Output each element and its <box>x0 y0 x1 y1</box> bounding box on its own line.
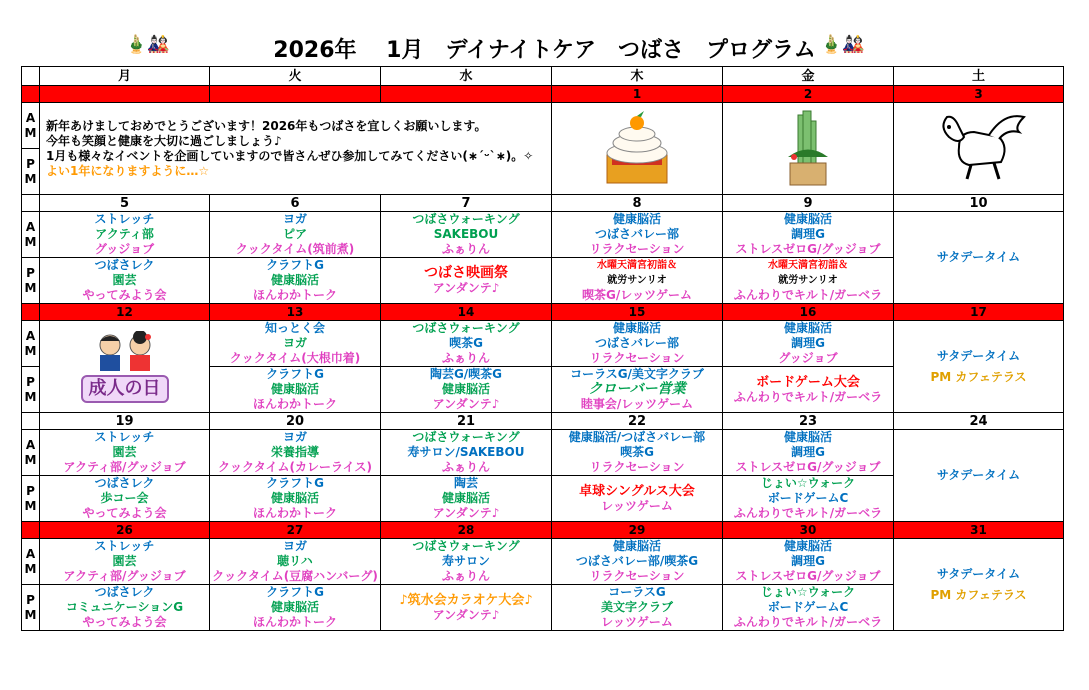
date-cell: 24 <box>894 413 1064 430</box>
pm-row: P M クラフトG 健康脳活 ほんわかトーク 陶芸G/喫茶G 健康脳活 アンダンテ♪ コーラスG/美文字クラブ クローバー営業 睦事会/レッツゲーム ボードゲーム大会 ふんわりでキルト/ガーベラ <box>22 367 1064 413</box>
saturday-program: サタデータイム PM カフェテラス <box>894 539 1064 631</box>
coming-of-age-day-cell <box>40 321 210 413</box>
program-cell: つばさレク 園芸 やってみよう会 <box>40 258 210 304</box>
date-cell: 8 <box>552 195 723 212</box>
table-tennis-event-label: 卓球シングルス大会 <box>579 483 695 499</box>
coming-of-age-people-icon <box>80 331 170 371</box>
program-cell: ヨガ 聴リハ クックタイム(豆腐ハンバーグ) <box>210 539 381 585</box>
date-cell: 14 <box>381 304 552 321</box>
date-cell: 29 <box>552 522 723 539</box>
program-cell: クラフトG 健康脳活 ほんわかトーク <box>210 258 381 304</box>
program-cell: 卓球シングルス大会 レッツゲーム <box>552 476 723 522</box>
saturday-program: サタデータイム <box>894 212 1064 304</box>
program-cell: 健康脳活 つばさバレー部 リラクセーション <box>552 321 723 367</box>
date-cell: 30 <box>723 522 894 539</box>
program-cell: 健康脳活 調理G ストレスゼロG/グッジョブ <box>723 430 894 476</box>
weekday-sat: 土 <box>894 67 1064 86</box>
am-row: A M ストレッチ 園芸 アクティ部/グッジョブ ヨガ 栄養指導 クックタイム(カレーライス) つばさウォーキング 寿サロン/SAKEBOU ふぁりん 健康脳活/つばさバレー部 喫茶G リラクセーション 健康脳活 調理G ストレスゼロG/グッジョブ サタデータイム <box>22 430 1064 476</box>
date-cell: 22 <box>552 413 723 430</box>
weekday-header-row <box>22 67 1064 86</box>
date-cell: 5 <box>40 195 210 212</box>
program-cell: ボードゲーム大会 ふんわりでキルト/ガーベラ <box>723 367 894 413</box>
program-cell: 健康脳活 つばさバレー部 リラクセーション <box>552 212 723 258</box>
program-cell: クラフトG 健康脳活 ほんわかトーク <box>210 585 381 631</box>
program-cell: つばさウォーキング 喫茶G ふぁりん <box>381 321 552 367</box>
date-cell: 1 <box>552 86 723 103</box>
am-row: A M ストレッチ 園芸 アクティ部/グッジョブ ヨガ 聴リハ クックタイム(豆腐ハンバーグ) つばさウォーキング 寿サロン ふぁりん 健康脳活 つばさバレー部/喫茶G リラクセーション 健康脳活 調理G ストレスゼロG/グッジョブ サタデータイム PM カフェテラス <box>22 539 1064 585</box>
program-cell: クラフトG 健康脳活 ほんわかトーク <box>210 476 381 522</box>
program-cell: つばさウォーキング SAKEBOU ふぁりん <box>381 212 552 258</box>
date-cell <box>210 86 381 103</box>
program-cell: つばさウォーキング 寿サロン/SAKEBOU ふぁりん <box>381 430 552 476</box>
pegasus-icon <box>929 107 1029 187</box>
date-row <box>22 86 1064 103</box>
date-row <box>22 304 1064 321</box>
program-cell: ♪筑水会カラオケ大会♪ アンダンテ♪ <box>381 585 552 631</box>
program-cell: 知っとく会 ヨガ クックタイム(大根巾着) <box>210 321 381 367</box>
program-cell: ヨガ 栄養指導 クックタイム(カレーライス) <box>210 430 381 476</box>
date-cell: 6 <box>210 195 381 212</box>
movie-festival-label: つばさ映画祭 <box>424 264 508 281</box>
program-cell: コーラスG 美文字クラブ レッツゲーム <box>552 585 723 631</box>
program-cell: 水曜天満宮初詣＆ 就労サンリオ ふんわりでキルト/ガーベラ <box>723 258 894 304</box>
date-row <box>22 522 1064 539</box>
program-cell: つばさ映画祭 アンダンテ♪ <box>381 258 552 304</box>
program-cell: 健康脳活 調理G ストレスゼロG/グッジョブ <box>723 212 894 258</box>
date-cell: 15 <box>552 304 723 321</box>
new-year-decoration-icon: 🎍🎎 <box>820 34 865 55</box>
date-cell: 7 <box>381 195 552 212</box>
date-cell: 19 <box>40 413 210 430</box>
program-cell: コーラスG/美文字クラブ クローバー営業 睦事会/レッツゲーム <box>552 367 723 413</box>
program-cell: 健康脳活 調理G グッジョブ <box>723 321 894 367</box>
date-cell: 3 <box>894 86 1064 103</box>
pm-row: P M つばさレク 園芸 やってみよう会 クラフトG 健康脳活 ほんわかトーク つばさ映画祭 アンダンテ♪ 水曜天満宮初詣＆ 就労サンリオ 喫茶G/レッツゲーム 水曜天満宮初詣＆ 就労サンリオ ふんわりでキルト/ガーベラ <box>22 258 1064 304</box>
program-cell: 陶芸 健康脳活 アンダンテ♪ <box>381 476 552 522</box>
saturday-program: サタデータイム <box>894 430 1064 522</box>
program-cell: つばさレク 歩コー会 やってみよう会 <box>40 476 210 522</box>
weekday-mon: 月 <box>40 67 210 86</box>
date-cell: 10 <box>894 195 1064 212</box>
pegasus-image <box>894 103 1064 195</box>
date-cell: 16 <box>723 304 894 321</box>
am-row <box>22 103 1064 149</box>
date-cell: 13 <box>210 304 381 321</box>
program-cell: ストレッチ 園芸 アクティ部/グッジョブ <box>40 539 210 585</box>
coming-of-age-day-label: 成人の日 <box>81 375 169 403</box>
program-cell: 健康脳活/つばさバレー部 喫茶G リラクセーション <box>552 430 723 476</box>
pm-row: P M つばさレク 歩コー会 やってみよう会 クラフトG 健康脳活 ほんわかトーク 陶芸 健康脳活 アンダンテ♪ 卓球シングルス大会 レッツゲーム じょい☆ウォーク ボードゲームC ふんわりでキルト/ガーベラ <box>22 476 1064 522</box>
program-cell: ストレッチ アクティ部 グッジョブ <box>40 212 210 258</box>
weekday-fri: 金 <box>723 67 894 86</box>
date-cell: 27 <box>210 522 381 539</box>
program-cell: つばさウォーキング 寿サロン ふぁりん <box>381 539 552 585</box>
date-row <box>22 413 1064 430</box>
date-cell: 2 <box>723 86 894 103</box>
date-cell: 17 <box>894 304 1064 321</box>
program-cell: 陶芸G/喫茶G 健康脳活 アンダンテ♪ <box>381 367 552 413</box>
date-cell: 20 <box>210 413 381 430</box>
board-game-event-label: ボードゲーム大会 <box>756 374 860 390</box>
pm-row: P M つばさレク コミュニケーションG やってみよう会 クラフトG 健康脳活 ほんわかトーク ♪筑水会カラオケ大会♪ アンダンテ♪ コーラスG 美文字クラブ レッツゲーム じょい☆ウォーク ボードゲームC ふんわりでキルト/ガーベラ <box>22 585 1064 631</box>
date-cell: 28 <box>381 522 552 539</box>
date-cell: 12 <box>40 304 210 321</box>
new-year-message: 新年あけましておめでとうございます！2026年もつばさを宜しくお願いします。 今年も笑顔と健康を大切に過ごしましょう♪ 1月も様々なイベントを企画していますので皆さんぜひ参加してみてください(∗ˊᵕˋ∗)。✧ よい1年になりますように…☆ <box>40 103 552 195</box>
weekday-thu: 木 <box>552 67 723 86</box>
kadomatsu-icon <box>778 107 838 187</box>
program-cell: クラフトG 健康脳活 ほんわかトーク <box>210 367 381 413</box>
date-row <box>22 195 1064 212</box>
karaoke-event-label: ♪筑水会カラオケ大会♪ <box>399 592 533 608</box>
date-cell: 26 <box>40 522 210 539</box>
program-cell: つばさレク コミュニケーションG やってみよう会 <box>40 585 210 631</box>
date-cell: 21 <box>381 413 552 430</box>
am-label: A M <box>22 103 40 149</box>
page-title: 2026年 1月 デイナイトケア つばさ プログラム <box>273 38 816 63</box>
am-row: A M ストレッチ アクティ部 グッジョブ ヨガ ピア クックタイム(筑前煮) つばさウォーキング SAKEBOU ふぁりん 健康脳活 つばさバレー部 リラクセーション 健康脳活 調理G ストレスゼロG/グッジョブ サタデータイム <box>22 212 1064 258</box>
kagami-mochi-image <box>552 103 723 195</box>
date-cell: 9 <box>723 195 894 212</box>
program-cell: 水曜天満宮初詣＆ 就労サンリオ 喫茶G/レッツゲーム <box>552 258 723 304</box>
saturday-program: サタデータイム PM カフェテラス <box>894 321 1064 413</box>
program-cell: 健康脳活 調理G ストレスゼロG/グッジョブ <box>723 539 894 585</box>
date-cell: 31 <box>894 522 1064 539</box>
kagami-mochi-icon <box>592 107 682 187</box>
program-cell: ストレッチ 園芸 アクティ部/グッジョブ <box>40 430 210 476</box>
date-cell <box>40 86 210 103</box>
kadomatsu-image <box>723 103 894 195</box>
program-calendar <box>21 66 1064 631</box>
program-cell: じょい☆ウォーク ボードゲームC ふんわりでキルト/ガーベラ <box>723 476 894 522</box>
program-cell: ヨガ ピア クックタイム(筑前煮) <box>210 212 381 258</box>
new-year-decoration-icon: 🎍🎎 <box>125 34 170 55</box>
weekday-tue: 火 <box>210 67 381 86</box>
date-cell <box>381 86 552 103</box>
date-cell: 23 <box>723 413 894 430</box>
program-cell: じょい☆ウォーク ボードゲームC ふんわりでキルト/ガーベラ <box>723 585 894 631</box>
pm-label: P M <box>22 149 40 195</box>
weekday-wed: 水 <box>381 67 552 86</box>
am-row: A M 成人の日 知っとく会 ヨガ クックタイム(大根巾着) つばさウォーキング 喫茶G ふぁりん 健康脳活 つばさバレー部 リラクセーション 健康脳活 調理G グッジョブ サタデータイム PM カフェテラス <box>22 321 1064 367</box>
program-cell: 健康脳活 つばさバレー部/喫茶G リラクセーション <box>552 539 723 585</box>
